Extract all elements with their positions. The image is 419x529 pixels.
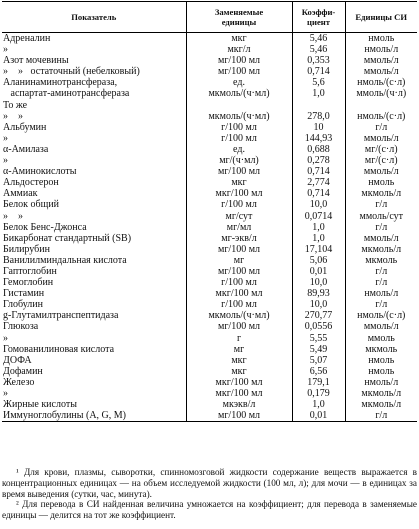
cell-indicator: Белок общий	[3, 199, 60, 211]
cell-replaced-unit: мг/100 мл	[186, 321, 292, 332]
table-row	[2, 388, 417, 399]
cell-si-unit: мг/(с·л)	[345, 155, 417, 166]
cell-coefficient: 1,0	[292, 399, 345, 410]
cell-si-unit: мг/(с·л)	[345, 144, 417, 155]
footnote-2: ² Для перевода в СИ найденная величина умножается на коэффициент; для перевода в заменяемые единицы — делится на тот же коэффициент.	[2, 499, 417, 521]
cell-indicator: Железо	[3, 376, 35, 388]
cell-indicator: То же	[3, 99, 28, 111]
table-row	[2, 321, 417, 332]
cell-replaced-unit: мг/сут	[186, 211, 292, 222]
cell-si-unit: мкмоль/л	[345, 388, 417, 399]
cell-si-unit: ммоль/сут	[345, 211, 417, 222]
table-row	[2, 55, 417, 66]
cell-si-unit: ммоль/л	[345, 233, 417, 244]
cell-si-unit: ммоль/л	[345, 133, 417, 144]
table-row	[2, 355, 417, 366]
cell-indicator: g-Глутамилтранспептидаза	[3, 310, 119, 322]
cell-replaced-unit: ед.	[186, 144, 292, 155]
table-row	[2, 277, 417, 288]
table-row	[2, 211, 417, 222]
cell-coefficient: 0,278	[292, 155, 345, 166]
cell-si-unit: нмоль/(с·л)	[345, 111, 417, 122]
cell-si-unit: г/л	[345, 299, 417, 310]
cell-indicator: Глюкоза	[3, 321, 39, 333]
cell-replaced-unit: мкмоль/(ч·мл)	[186, 310, 292, 321]
table-row	[2, 410, 417, 422]
cell-si-unit: нмоль	[345, 177, 417, 188]
cell-coefficient: 0,714	[292, 166, 345, 177]
table-row	[2, 177, 417, 188]
cell-indicator: Гаптоглобин	[3, 265, 57, 277]
cell-si-unit: мкмоль	[345, 344, 417, 355]
cell-coefficient: 5,46	[292, 33, 345, 45]
footnote-1: ¹ Для крови, плазмы, сыворотки, спинномозговой жидкости содержание веществ выражается в концентрационных единицах — на объем исследуемой жидкости (100 мл, л); для мочи — в единицах за время выведения (сутки, час, минута).	[2, 467, 417, 499]
cell-indicator: Аммиак	[3, 188, 38, 200]
cell-replaced-unit: мг/100 мл	[186, 410, 292, 422]
cell-coefficient: 0,688	[292, 144, 345, 155]
cell-replaced-unit: г	[186, 333, 292, 344]
cell-indicator: α-Аминокислоты	[3, 166, 77, 178]
table-row	[2, 66, 417, 77]
cell-replaced-unit: мкмоль/(ч·мл)	[186, 111, 292, 122]
cell-replaced-unit: мкг/л	[186, 44, 292, 55]
cell-si-unit: нмоль	[345, 355, 417, 366]
cell-replaced-unit	[186, 100, 292, 111]
cell-coefficient: 1,0	[292, 222, 345, 233]
cell-si-unit: ммоль/л	[345, 321, 417, 332]
cell-indicator: » »	[3, 210, 23, 222]
header-indicator: Показатель	[2, 2, 186, 33]
cell-replaced-unit: мкг	[186, 366, 292, 377]
cell-coefficient: 0,179	[292, 388, 345, 399]
table-row	[2, 33, 417, 45]
cell-si-unit: г/л	[345, 277, 417, 288]
cell-replaced-unit: мкг	[186, 177, 292, 188]
cell-indicator: α-Амилаза	[3, 143, 49, 155]
table-row	[2, 44, 417, 55]
cell-si-unit: г/л	[345, 122, 417, 133]
cell-indicator: Аланинаминотрансфераза,	[3, 77, 118, 89]
table-row	[2, 166, 417, 177]
cell-si-unit: мкмоль/л	[345, 399, 417, 410]
cell-indicator: Иммуноглобулины (A, G, M)	[2, 410, 186, 422]
cell-replaced-unit: мкг	[186, 355, 292, 366]
cell-replaced-unit: мкг/100 мл	[186, 288, 292, 299]
cell-coefficient: 5,49	[292, 344, 345, 355]
footnotes	[2, 467, 417, 521]
cell-replaced-unit: мг/100 мл	[186, 244, 292, 255]
table-row	[2, 77, 417, 88]
cell-indicator: ДОФА	[3, 354, 32, 366]
table-row	[2, 266, 417, 277]
cell-indicator: Глобулин	[3, 299, 43, 311]
cell-coefficient: 5,06	[292, 255, 345, 266]
cell-indicator: Альдостерон	[3, 177, 59, 189]
cell-si-unit: мкмоль/л	[345, 188, 417, 199]
cell-replaced-unit: г/100 мл	[186, 199, 292, 210]
table-row	[2, 366, 417, 377]
cell-coefficient: 0,714	[292, 66, 345, 77]
cell-coefficient: 10,0	[292, 199, 345, 210]
cell-coefficient: 5,07	[292, 355, 345, 366]
table-row	[2, 111, 417, 122]
cell-replaced-unit: г/100 мл	[186, 133, 292, 144]
cell-replaced-unit: мг/100 мл	[186, 66, 292, 77]
table-row	[2, 344, 417, 355]
unit-conversion-table	[2, 1, 417, 422]
cell-si-unit	[345, 100, 417, 111]
cell-replaced-unit: мг/100 мл	[186, 266, 292, 277]
cell-replaced-unit: мг-экв/л	[186, 233, 292, 244]
cell-replaced-unit: г/100 мл	[186, 299, 292, 310]
table-body	[2, 33, 417, 422]
table-row	[2, 122, 417, 133]
table-row	[2, 244, 417, 255]
table-row	[2, 377, 417, 388]
cell-indicator: » » остаточный (небелковый)	[3, 66, 140, 78]
cell-indicator: Гистамин	[3, 288, 45, 300]
cell-coefficient: 179,1	[292, 377, 345, 388]
cell-indicator: »	[3, 155, 8, 167]
cell-coefficient: 5,6	[292, 77, 345, 88]
cell-coefficient: 6,56	[292, 366, 345, 377]
cell-coefficient: 144,93	[292, 133, 345, 144]
cell-coefficient: 0,714	[292, 188, 345, 199]
cell-indicator: Азот мочевины	[3, 55, 69, 67]
header-replaced-units: Заменяемые единицы	[186, 2, 292, 33]
cell-indicator: аспартат-аминотрансфераза	[3, 88, 130, 100]
table-row	[2, 222, 417, 233]
table-row	[2, 233, 417, 244]
cell-coefficient: 0,0556	[292, 321, 345, 332]
cell-indicator: Белок Бенс-Джонса	[3, 221, 87, 233]
cell-coefficient: 0,353	[292, 55, 345, 66]
cell-si-unit: мкмоль	[345, 255, 417, 266]
cell-replaced-unit: мкэкв/л	[186, 399, 292, 410]
cell-si-unit: нмоль	[345, 33, 417, 45]
table-row	[2, 100, 417, 111]
cell-coefficient: 89,93	[292, 288, 345, 299]
cell-replaced-unit: мкг	[186, 33, 292, 45]
cell-replaced-unit: мкмоль/(ч·мл)	[186, 88, 292, 99]
cell-si-unit: нмоль/(с·л)	[345, 310, 417, 321]
table-row	[2, 199, 417, 210]
table-row	[2, 188, 417, 199]
cell-indicator: Гемоглобин	[3, 277, 54, 289]
cell-si-unit: нмоль/(с·л)	[345, 77, 417, 88]
cell-indicator: Билирубин	[3, 243, 50, 255]
cell-si-unit: г/л	[345, 410, 417, 422]
cell-coefficient: 0,0714	[292, 211, 345, 222]
cell-si-unit: ммоль/л	[345, 166, 417, 177]
cell-replaced-unit: мг	[186, 344, 292, 355]
cell-indicator: Адреналин	[3, 33, 51, 44]
table-row	[2, 333, 417, 344]
cell-si-unit: ммоль/(ч·л)	[345, 88, 417, 99]
cell-si-unit: нмоль/л	[345, 44, 417, 55]
cell-coefficient: 5,55	[292, 333, 345, 344]
header-si-units: Единицы СИ	[345, 2, 417, 33]
cell-coefficient: 0,01	[292, 266, 345, 277]
cell-si-unit: ммоль/л	[345, 66, 417, 77]
cell-replaced-unit: мг/100 мл	[186, 166, 292, 177]
cell-indicator: Ванилилминдальная кислота	[3, 254, 127, 266]
cell-replaced-unit: мг/(ч·мл)	[186, 155, 292, 166]
cell-coefficient: 10,0	[292, 299, 345, 310]
cell-indicator: Жирные кислоты	[3, 399, 77, 411]
cell-replaced-unit: ед.	[186, 77, 292, 88]
cell-coefficient	[292, 100, 345, 111]
cell-coefficient: 278,0	[292, 111, 345, 122]
cell-coefficient: 10,0	[292, 277, 345, 288]
table-header	[2, 2, 417, 33]
cell-replaced-unit: мкг/100 мл	[186, 188, 292, 199]
cell-si-unit: нмоль	[345, 366, 417, 377]
cell-si-unit: г/л	[345, 266, 417, 277]
cell-replaced-unit: мг	[186, 255, 292, 266]
cell-indicator: » »	[3, 110, 23, 122]
cell-si-unit: г/л	[345, 222, 417, 233]
cell-si-unit: ммоль/л	[345, 55, 417, 66]
cell-indicator: Альбумин	[3, 121, 47, 133]
cell-indicator: »	[3, 332, 8, 344]
cell-si-unit: г/л	[345, 199, 417, 210]
table-row	[2, 255, 417, 266]
cell-replaced-unit: г/100 мл	[186, 122, 292, 133]
cell-si-unit: мкмоль/л	[345, 244, 417, 255]
table-row	[2, 155, 417, 166]
cell-indicator: Гомованилиновая кислота	[3, 343, 115, 355]
cell-coefficient: 1,0	[292, 233, 345, 244]
cell-coefficient: 2,774	[292, 177, 345, 188]
cell-replaced-unit: мг/100 мл	[186, 55, 292, 66]
cell-indicator: »	[3, 388, 8, 399]
cell-indicator: »	[3, 132, 8, 144]
cell-indicator: Дофамин	[3, 365, 43, 377]
cell-coefficient: 10	[292, 122, 345, 133]
cell-si-unit: ммоль	[345, 333, 417, 344]
cell-si-unit: нмоль/л	[345, 288, 417, 299]
cell-coefficient: 17,104	[292, 244, 345, 255]
table-row	[2, 399, 417, 410]
cell-replaced-unit: мкг/100 мл	[186, 388, 292, 399]
table-row	[2, 299, 417, 310]
cell-coefficient: 5,46	[292, 44, 345, 55]
cell-replaced-unit: г/100 мл	[186, 277, 292, 288]
cell-indicator: Бикарбонат стандартный (SB)	[3, 232, 132, 244]
cell-coefficient: 0,01	[292, 410, 345, 422]
cell-replaced-unit: мг/мл	[186, 222, 292, 233]
cell-replaced-unit: мкг/100 мл	[186, 377, 292, 388]
table-row	[2, 288, 417, 299]
cell-coefficient: 1,0	[292, 88, 345, 99]
cell-coefficient: 270,77	[292, 310, 345, 321]
cell-indicator: »	[3, 44, 8, 56]
table-row	[2, 88, 417, 99]
table-row	[2, 133, 417, 144]
table-row	[2, 310, 417, 321]
table-row	[2, 144, 417, 155]
header-coefficient: Коэффи- циент	[292, 2, 345, 33]
cell-si-unit: нмоль/л	[345, 377, 417, 388]
